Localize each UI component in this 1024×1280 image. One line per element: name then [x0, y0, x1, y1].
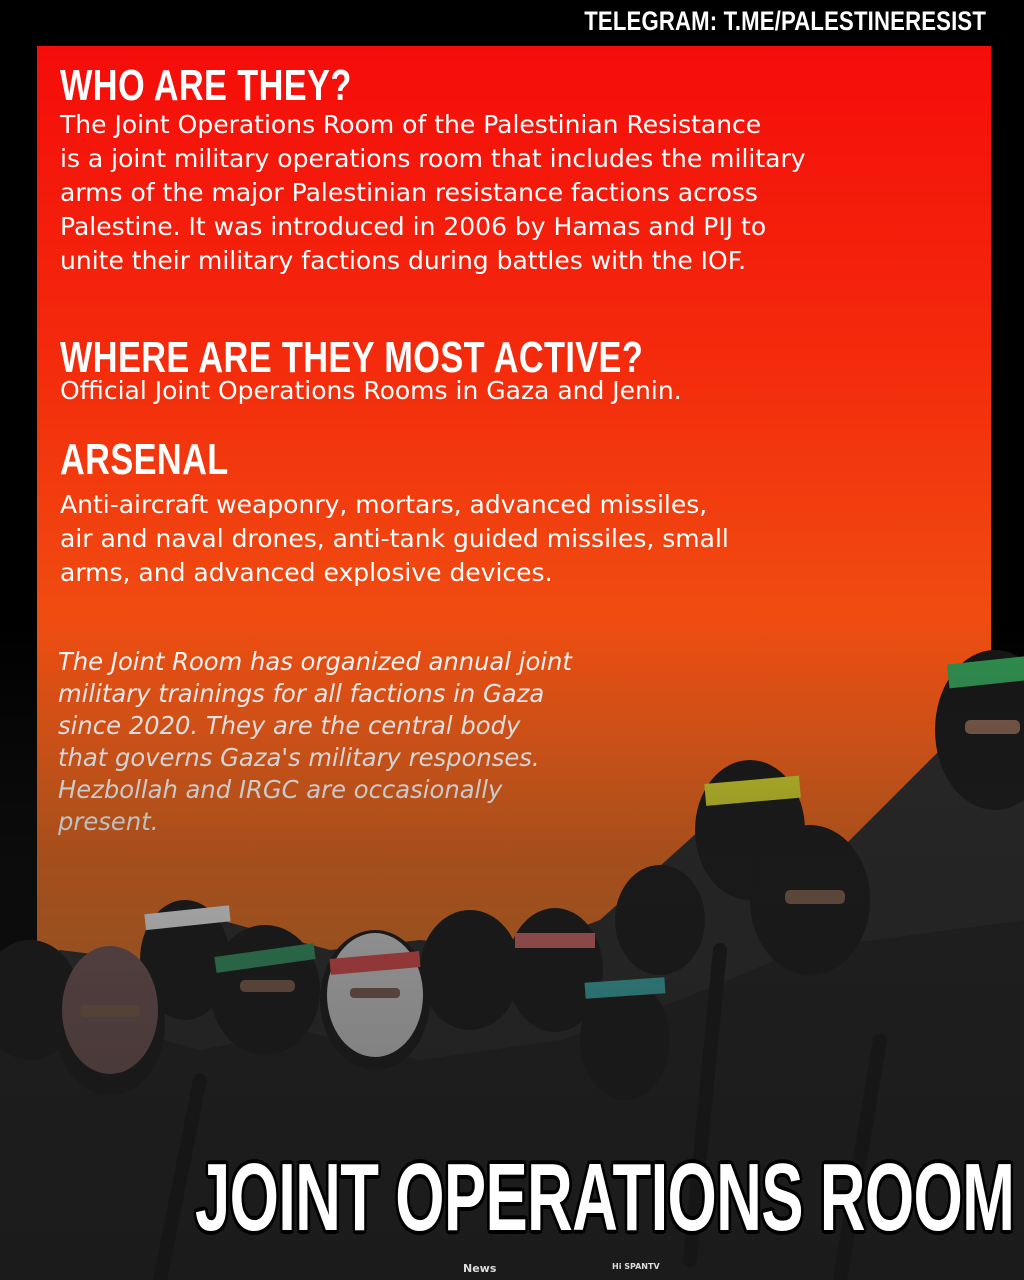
text-line: Anti-aircraft weaponry, mortars, advanced missiles, — [60, 490, 708, 519]
text-line: arms, and advanced explosive devices. — [60, 558, 553, 587]
text-line: Official Joint Operations Rooms in Gaza and Jenin. — [60, 376, 682, 405]
arsenal-text — [60, 488, 729, 590]
text-line: unite their military factions during battles with the IOF. — [60, 246, 747, 275]
page-title: JOINT OPERATIONS ROOM — [195, 1144, 1015, 1251]
where-active-text — [60, 374, 682, 408]
telegram-handle: TELEGRAM: T.ME/PALESTINERESIST — [584, 6, 986, 36]
heading-where-active: WHERE ARE THEY MOST ACTIVE? — [60, 333, 644, 382]
text-line: air and naval drones, anti-tank guided missiles, small — [60, 524, 729, 553]
heading-arsenal: ARSENAL — [60, 435, 229, 484]
text-line: arms of the major Palestinian resistance factions across — [60, 178, 758, 207]
text-line: is a joint military operations room that includes the military — [60, 144, 806, 173]
photo-caption-right: Hi SPANTV — [612, 1262, 660, 1271]
text-line: The Joint Operations Room of the Palestinian Resistance — [60, 110, 762, 139]
heading-who-are-they: WHO ARE THEY? — [60, 61, 352, 110]
photo-caption-left: News — [463, 1262, 497, 1275]
text-line: Palestine. It was introduced in 2006 by Hamas and PIJ to — [60, 212, 767, 241]
who-are-they-text — [60, 108, 806, 278]
